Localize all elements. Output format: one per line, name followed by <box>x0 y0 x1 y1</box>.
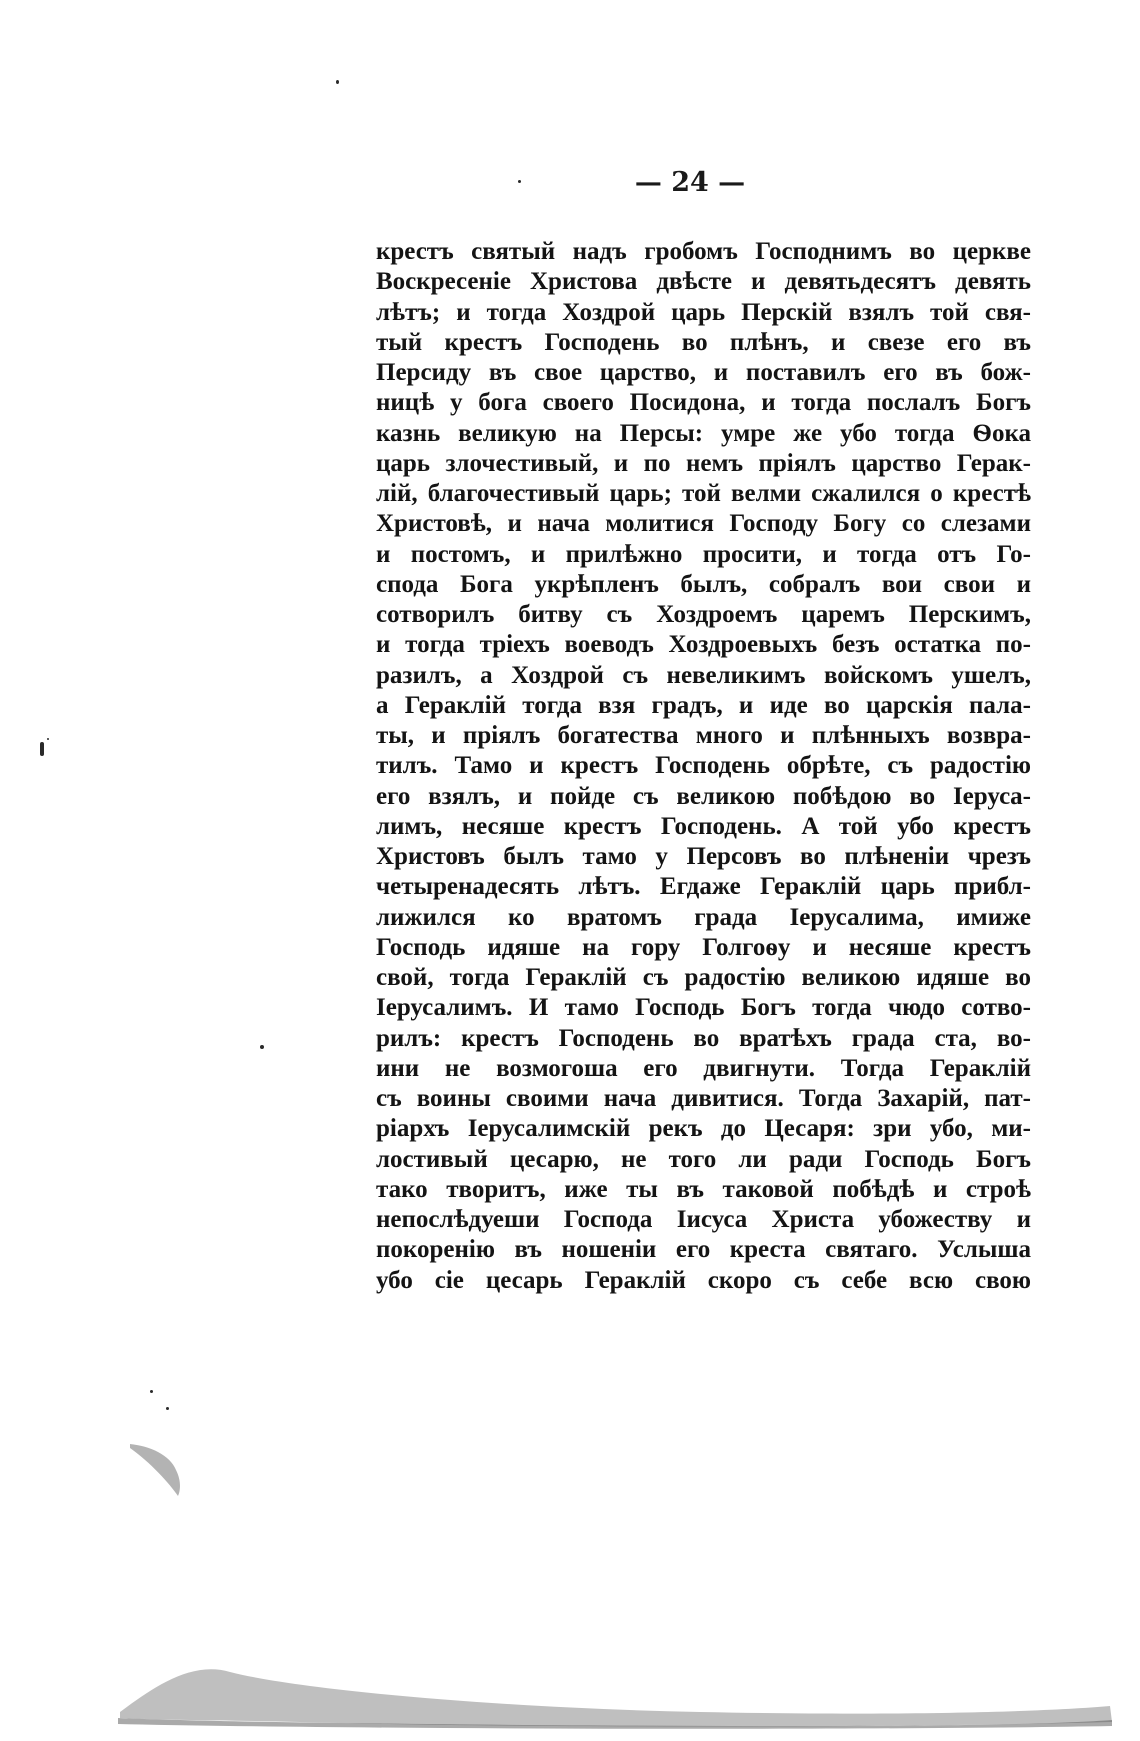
text-line: Воскресеніе Христова двѣсте и девятьдесятъ девять <box>376 268 1031 296</box>
body-text <box>376 237 1031 1296</box>
text-line: съ воины своими нача дивитися. Тогда Захарій, пат- <box>376 1085 1031 1112</box>
text-line: лостивый цесарю, не того ли ради Господь Богъ <box>376 1145 1031 1173</box>
scan-speck <box>166 1407 169 1410</box>
text-line: ницѣ у бога своего Посидона, и тогда послалъ Богъ <box>376 389 1031 417</box>
scan-speck <box>150 1390 153 1393</box>
text-line: Господь идяше на гору Голгоѳу и несяше крестъ <box>376 933 1031 961</box>
text-line: ини не возмогоша его двигнути. Тогда Гераклій <box>376 1054 1031 1082</box>
scan-speck <box>260 1045 264 1049</box>
scan-speck <box>518 180 521 183</box>
text-line: рилъ: крестъ Господень во вратѣхъ града ста, во- <box>376 1024 1031 1052</box>
text-line: Персиду въ свое царство, и поставилъ его въ бож- <box>376 359 1031 386</box>
text-line: а Гераклій тогда взя градъ, и иде во царскія пала- <box>376 691 1031 719</box>
text-line: сотворилъ битву съ Хоздроемъ царемъ Перскимъ, <box>376 601 1031 628</box>
text-line: лѣтъ; и тогда Хоздрой царь Перскій взялъ той свя- <box>376 298 1031 326</box>
text-line: непослѣдуеши Господа Іисуса Христа убожеству и <box>376 1206 1031 1233</box>
scan-speck <box>336 80 339 84</box>
text-line: крестъ святый надъ гробомъ Господнимъ во церкве <box>376 238 1031 265</box>
text-line: четыренадесять лѣтъ. Егдаже Гераклій царь прибл- <box>376 873 1031 901</box>
text-line: и постомъ, и прилѣжно просити, и тогда отъ Го- <box>376 540 1031 568</box>
text-line: лій, благочестивый царь; той велми сжалился о крестѣ <box>376 480 1031 507</box>
text-line: казнь великую на Персы: умре же убо тогда Ѳока <box>376 419 1031 447</box>
scan-speck <box>47 738 49 740</box>
text-line: царь злочестивый, и по немъ пріялъ царство Герак- <box>376 449 1031 477</box>
scan-speck <box>40 742 44 756</box>
text-line: покоренію въ ношеніи его креста святаго. Услыша <box>376 1236 1031 1264</box>
text-line: Іерусалимъ. И тамо Господь Богъ тогда чюдо сотво- <box>376 994 1031 1022</box>
text-line: тый крестъ Господень во плѣнъ, и свезе его въ <box>376 328 1031 356</box>
text-line: убо сіе цесарь Гераклій скоро съ себе всю свою <box>376 1266 1031 1294</box>
text-line: Христовъ былъ тамо у Персовъ во плѣненіи чрезъ <box>376 843 1031 870</box>
text-line: его взялъ, и пойде съ великою побѣдою во Іерусa- <box>376 782 1031 810</box>
text-line: тако творитъ, иже ты въ таковой побѣдѣ и строѣ <box>376 1175 1031 1203</box>
text-line: спода Бога укрѣпленъ былъ, собралъ вои свои и <box>376 570 1031 598</box>
page-number: — 24 — <box>634 167 746 198</box>
text-line: лимъ, несяше крестъ Господень. А той убо крестъ <box>376 812 1031 840</box>
text-line: Христовѣ, и нача молитися Господу Богу со слезами <box>376 510 1031 538</box>
text-line: свой, тогда Гераклій съ радостію великою идяше во <box>376 964 1031 991</box>
text-line: лижился ко вратомъ града Іерусалима, имиже <box>376 903 1031 931</box>
text-line: и тогда тріехъ воеводъ Хоздроевыхъ безъ остатка по- <box>376 631 1031 659</box>
text-line: тилъ. Тамо и крестъ Господень обрѣте, съ радостію <box>376 752 1031 780</box>
text-line: ріархъ Іерусалимскій рекъ до Цесаря: зри убо, ми- <box>376 1115 1031 1143</box>
text-line: разилъ, а Хоздрой съ невеликимъ войскомъ ушелъ, <box>376 661 1031 689</box>
text-line: ты, и пріялъ богатества много и плѣнныхъ возвра- <box>376 722 1031 749</box>
